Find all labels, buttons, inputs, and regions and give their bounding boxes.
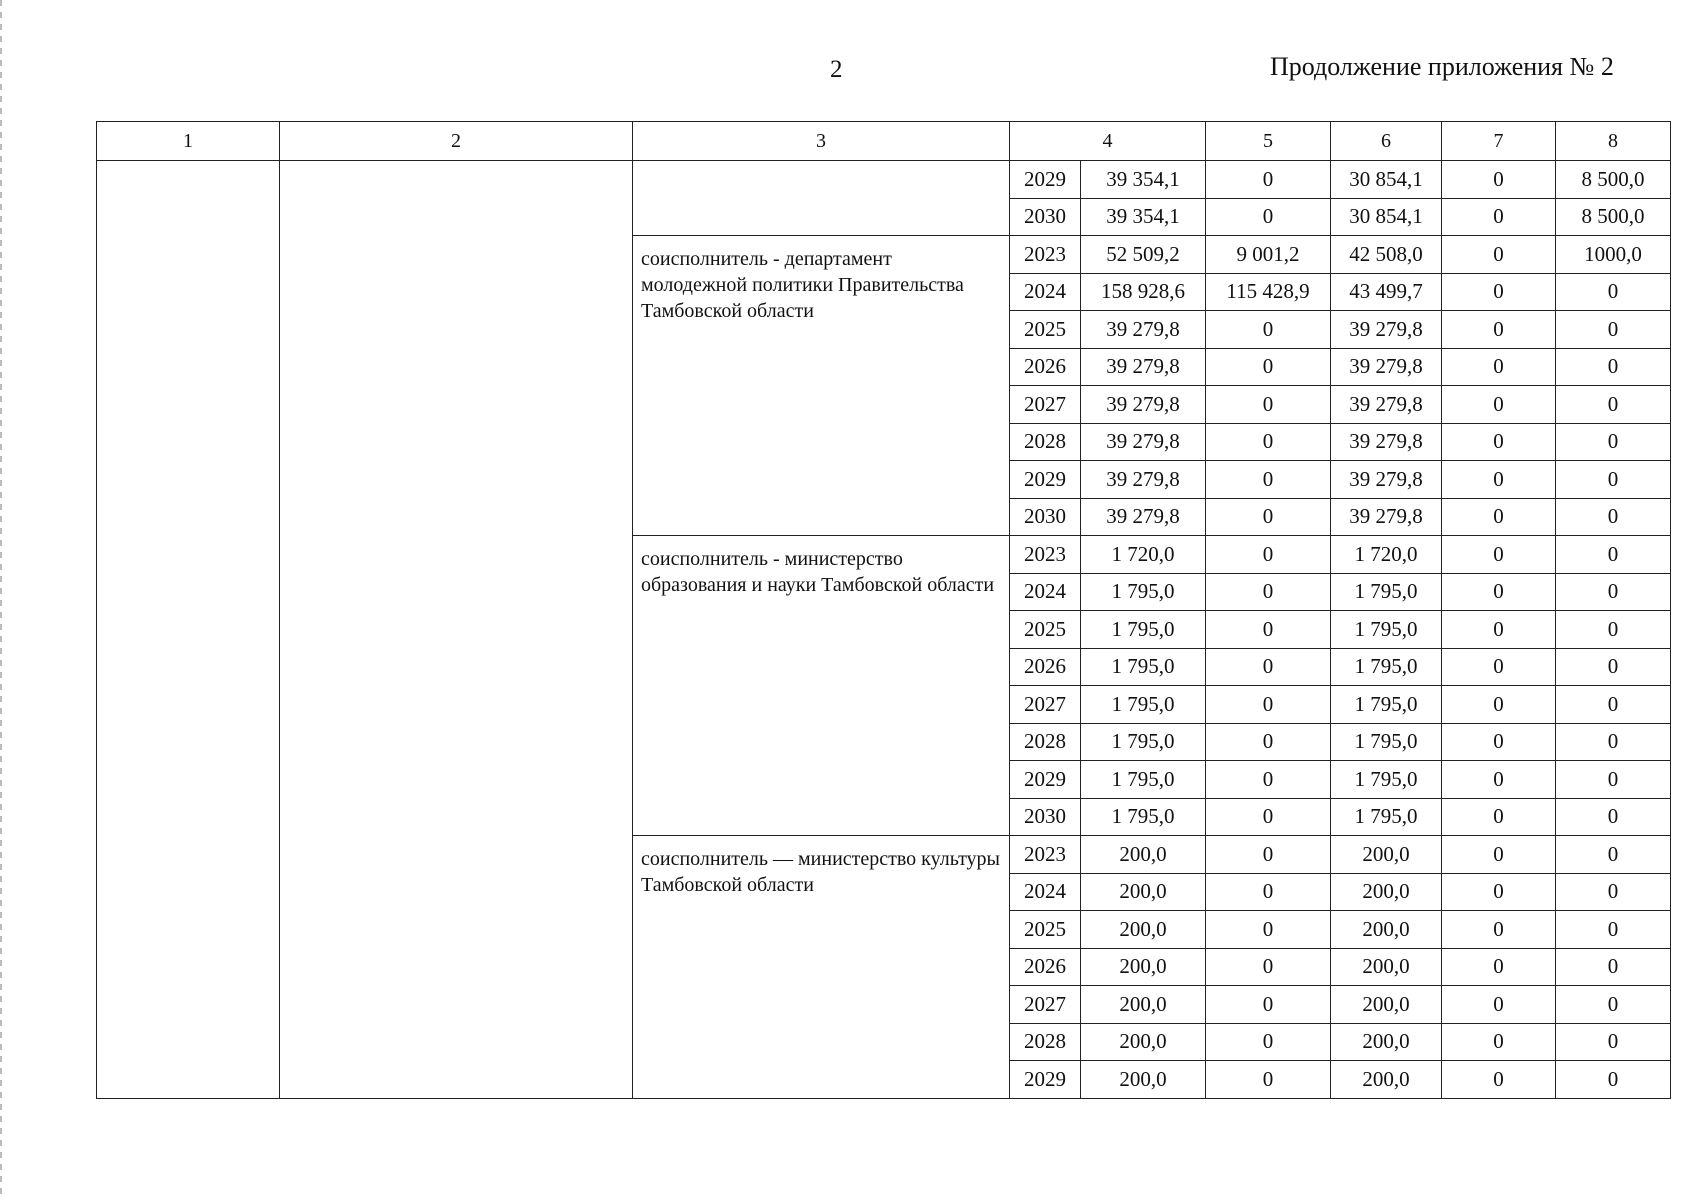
total-cell: 1 795,0 [1081, 723, 1206, 761]
col5-cell: 0 [1206, 911, 1331, 949]
col5-cell: 0 [1206, 723, 1331, 761]
col8-cell: 0 [1556, 611, 1671, 649]
col8-cell: 0 [1556, 1061, 1671, 1099]
col5-cell: 115 428,9 [1206, 273, 1331, 311]
column-number: 1 [97, 122, 280, 161]
col5-cell: 0 [1206, 386, 1331, 424]
column-number: 6 [1331, 122, 1442, 161]
col8-cell: 0 [1556, 648, 1671, 686]
col6-cell: 200,0 [1331, 948, 1442, 986]
col8-cell: 0 [1556, 423, 1671, 461]
col8-cell: 0 [1556, 911, 1671, 949]
total-cell: 200,0 [1081, 948, 1206, 986]
total-cell: 39 279,8 [1081, 348, 1206, 386]
total-cell: 1 720,0 [1081, 536, 1206, 574]
col6-cell: 200,0 [1331, 836, 1442, 874]
col5-cell: 0 [1206, 536, 1331, 574]
budget-table [96, 121, 1671, 1099]
col7-cell: 0 [1442, 386, 1556, 424]
col8-cell: 0 [1556, 498, 1671, 536]
year-cell: 2025 [1010, 611, 1081, 649]
col6-cell: 200,0 [1331, 1023, 1442, 1061]
col8-cell: 0 [1556, 311, 1671, 349]
col6-cell: 1 795,0 [1331, 573, 1442, 611]
total-cell: 39 279,8 [1081, 423, 1206, 461]
col6-cell: 1 795,0 [1331, 611, 1442, 649]
table-row [97, 161, 1671, 199]
col6-cell: 30 854,1 [1331, 161, 1442, 199]
col6-cell: 30 854,1 [1331, 198, 1442, 236]
col7-cell: 0 [1442, 1023, 1556, 1061]
col5-cell: 0 [1206, 798, 1331, 836]
year-cell: 2025 [1010, 911, 1081, 949]
total-cell: 1 795,0 [1081, 686, 1206, 724]
col7-cell: 0 [1442, 761, 1556, 799]
executor-cell [633, 161, 1010, 236]
total-cell: 1 795,0 [1081, 573, 1206, 611]
total-cell: 158 928,6 [1081, 273, 1206, 311]
col5-cell: 0 [1206, 611, 1331, 649]
col5-cell: 9 001,2 [1206, 236, 1331, 274]
col6-cell: 1 795,0 [1331, 648, 1442, 686]
year-cell: 2025 [1010, 311, 1081, 349]
col5-cell: 0 [1206, 423, 1331, 461]
col7-cell: 0 [1442, 536, 1556, 574]
year-cell: 2029 [1010, 761, 1081, 799]
col1-cell [97, 161, 280, 1099]
col5-cell: 0 [1206, 948, 1331, 986]
total-cell: 1 795,0 [1081, 648, 1206, 686]
col6-cell: 1 720,0 [1331, 536, 1442, 574]
table-body [97, 122, 1671, 1099]
executor-cell: соисполнитель - министерство образования и науки Тамбовской области [633, 536, 1010, 836]
page-number: 2 [830, 56, 843, 83]
col5-cell: 0 [1206, 311, 1331, 349]
col6-cell: 39 279,8 [1331, 386, 1442, 424]
col7-cell: 0 [1442, 198, 1556, 236]
column-number: 7 [1442, 122, 1556, 161]
total-cell: 39 279,8 [1081, 386, 1206, 424]
col6-cell: 43 499,7 [1331, 273, 1442, 311]
column-number: 3 [633, 122, 1010, 161]
year-cell: 2028 [1010, 723, 1081, 761]
total-cell: 1 795,0 [1081, 761, 1206, 799]
col7-cell: 0 [1442, 686, 1556, 724]
col6-cell: 39 279,8 [1331, 498, 1442, 536]
col7-cell: 0 [1442, 648, 1556, 686]
col8-cell: 0 [1556, 573, 1671, 611]
column-number: 8 [1556, 122, 1671, 161]
column-number: 2 [280, 122, 633, 161]
year-cell: 2023 [1010, 236, 1081, 274]
col7-cell: 0 [1442, 836, 1556, 874]
total-cell: 1 795,0 [1081, 798, 1206, 836]
column-number-row [97, 122, 1671, 161]
col8-cell: 0 [1556, 798, 1671, 836]
year-cell: 2024 [1010, 873, 1081, 911]
col8-cell: 0 [1556, 461, 1671, 499]
total-cell: 200,0 [1081, 1023, 1206, 1061]
year-cell: 2027 [1010, 386, 1081, 424]
col7-cell: 0 [1442, 986, 1556, 1024]
year-cell: 2026 [1010, 648, 1081, 686]
col6-cell: 39 279,8 [1331, 461, 1442, 499]
year-cell: 2024 [1010, 573, 1081, 611]
col8-cell: 0 [1556, 873, 1671, 911]
year-cell: 2029 [1010, 1061, 1081, 1099]
col8-cell: 0 [1556, 986, 1671, 1024]
col7-cell: 0 [1442, 723, 1556, 761]
col6-cell: 1 795,0 [1331, 723, 1442, 761]
year-cell: 2029 [1010, 161, 1081, 199]
total-cell: 200,0 [1081, 836, 1206, 874]
col6-cell: 39 279,8 [1331, 348, 1442, 386]
column-number: 5 [1206, 122, 1331, 161]
col5-cell: 0 [1206, 498, 1331, 536]
year-cell: 2027 [1010, 686, 1081, 724]
year-cell: 2030 [1010, 498, 1081, 536]
year-cell: 2028 [1010, 1023, 1081, 1061]
col7-cell: 0 [1442, 873, 1556, 911]
col8-cell: 0 [1556, 948, 1671, 986]
col6-cell: 200,0 [1331, 986, 1442, 1024]
annex-title: Продолжение приложения № 2 [1270, 52, 1614, 81]
col8-cell: 0 [1556, 686, 1671, 724]
col6-cell: 200,0 [1331, 911, 1442, 949]
col8-cell: 0 [1556, 386, 1671, 424]
total-cell: 200,0 [1081, 873, 1206, 911]
col7-cell: 0 [1442, 423, 1556, 461]
total-cell: 39 279,8 [1081, 311, 1206, 349]
col7-cell: 0 [1442, 911, 1556, 949]
col6-cell: 1 795,0 [1331, 798, 1442, 836]
col8-cell: 0 [1556, 348, 1671, 386]
year-cell: 2030 [1010, 798, 1081, 836]
col8-cell: 8 500,0 [1556, 161, 1671, 199]
year-cell: 2024 [1010, 273, 1081, 311]
col7-cell: 0 [1442, 1061, 1556, 1099]
total-cell: 39 354,1 [1081, 161, 1206, 199]
year-cell: 2027 [1010, 986, 1081, 1024]
year-cell: 2029 [1010, 461, 1081, 499]
col7-cell: 0 [1442, 348, 1556, 386]
col8-cell: 0 [1556, 761, 1671, 799]
col5-cell: 0 [1206, 686, 1331, 724]
executor-cell: соисполнитель — министерство культуры Тамбовской области [633, 836, 1010, 1099]
total-cell: 39 279,8 [1081, 461, 1206, 499]
col6-cell: 200,0 [1331, 1061, 1442, 1099]
col7-cell: 0 [1442, 236, 1556, 274]
col7-cell: 0 [1442, 273, 1556, 311]
col6-cell: 1 795,0 [1331, 686, 1442, 724]
col8-cell: 0 [1556, 723, 1671, 761]
col5-cell: 0 [1206, 873, 1331, 911]
col6-cell: 39 279,8 [1331, 311, 1442, 349]
col5-cell: 0 [1206, 198, 1331, 236]
year-cell: 2026 [1010, 948, 1081, 986]
col6-cell: 42 508,0 [1331, 236, 1442, 274]
col7-cell: 0 [1442, 311, 1556, 349]
col7-cell: 0 [1442, 948, 1556, 986]
col5-cell: 0 [1206, 986, 1331, 1024]
col2-cell [280, 161, 633, 1099]
col8-cell: 0 [1556, 273, 1671, 311]
total-cell: 200,0 [1081, 1061, 1206, 1099]
col6-cell: 1 795,0 [1331, 761, 1442, 799]
year-cell: 2023 [1010, 836, 1081, 874]
col5-cell: 0 [1206, 761, 1331, 799]
executor-cell: соисполнитель - департамент молодежной политики Правительства Тамбовской области [633, 236, 1010, 536]
total-cell: 200,0 [1081, 911, 1206, 949]
col5-cell: 0 [1206, 348, 1331, 386]
year-cell: 2023 [1010, 536, 1081, 574]
total-cell: 1 795,0 [1081, 611, 1206, 649]
col7-cell: 0 [1442, 573, 1556, 611]
col7-cell: 0 [1442, 498, 1556, 536]
col6-cell: 39 279,8 [1331, 423, 1442, 461]
col8-cell: 0 [1556, 836, 1671, 874]
col5-cell: 0 [1206, 161, 1331, 199]
total-cell: 200,0 [1081, 986, 1206, 1024]
col5-cell: 0 [1206, 573, 1331, 611]
col7-cell: 0 [1442, 461, 1556, 499]
col8-cell: 8 500,0 [1556, 198, 1671, 236]
col5-cell: 0 [1206, 461, 1331, 499]
year-cell: 2026 [1010, 348, 1081, 386]
col7-cell: 0 [1442, 161, 1556, 199]
col7-cell: 0 [1442, 611, 1556, 649]
col8-cell: 0 [1556, 1023, 1671, 1061]
col5-cell: 0 [1206, 648, 1331, 686]
col8-cell: 0 [1556, 536, 1671, 574]
col7-cell: 0 [1442, 798, 1556, 836]
total-cell: 39 279,8 [1081, 498, 1206, 536]
total-cell: 52 509,2 [1081, 236, 1206, 274]
col5-cell: 0 [1206, 836, 1331, 874]
scan-edge [0, 0, 2, 1200]
col6-cell: 200,0 [1331, 873, 1442, 911]
col5-cell: 0 [1206, 1023, 1331, 1061]
year-cell: 2030 [1010, 198, 1081, 236]
col8-cell: 1000,0 [1556, 236, 1671, 274]
column-number: 4 [1010, 122, 1206, 161]
total-cell: 39 354,1 [1081, 198, 1206, 236]
year-cell: 2028 [1010, 423, 1081, 461]
col5-cell: 0 [1206, 1061, 1331, 1099]
